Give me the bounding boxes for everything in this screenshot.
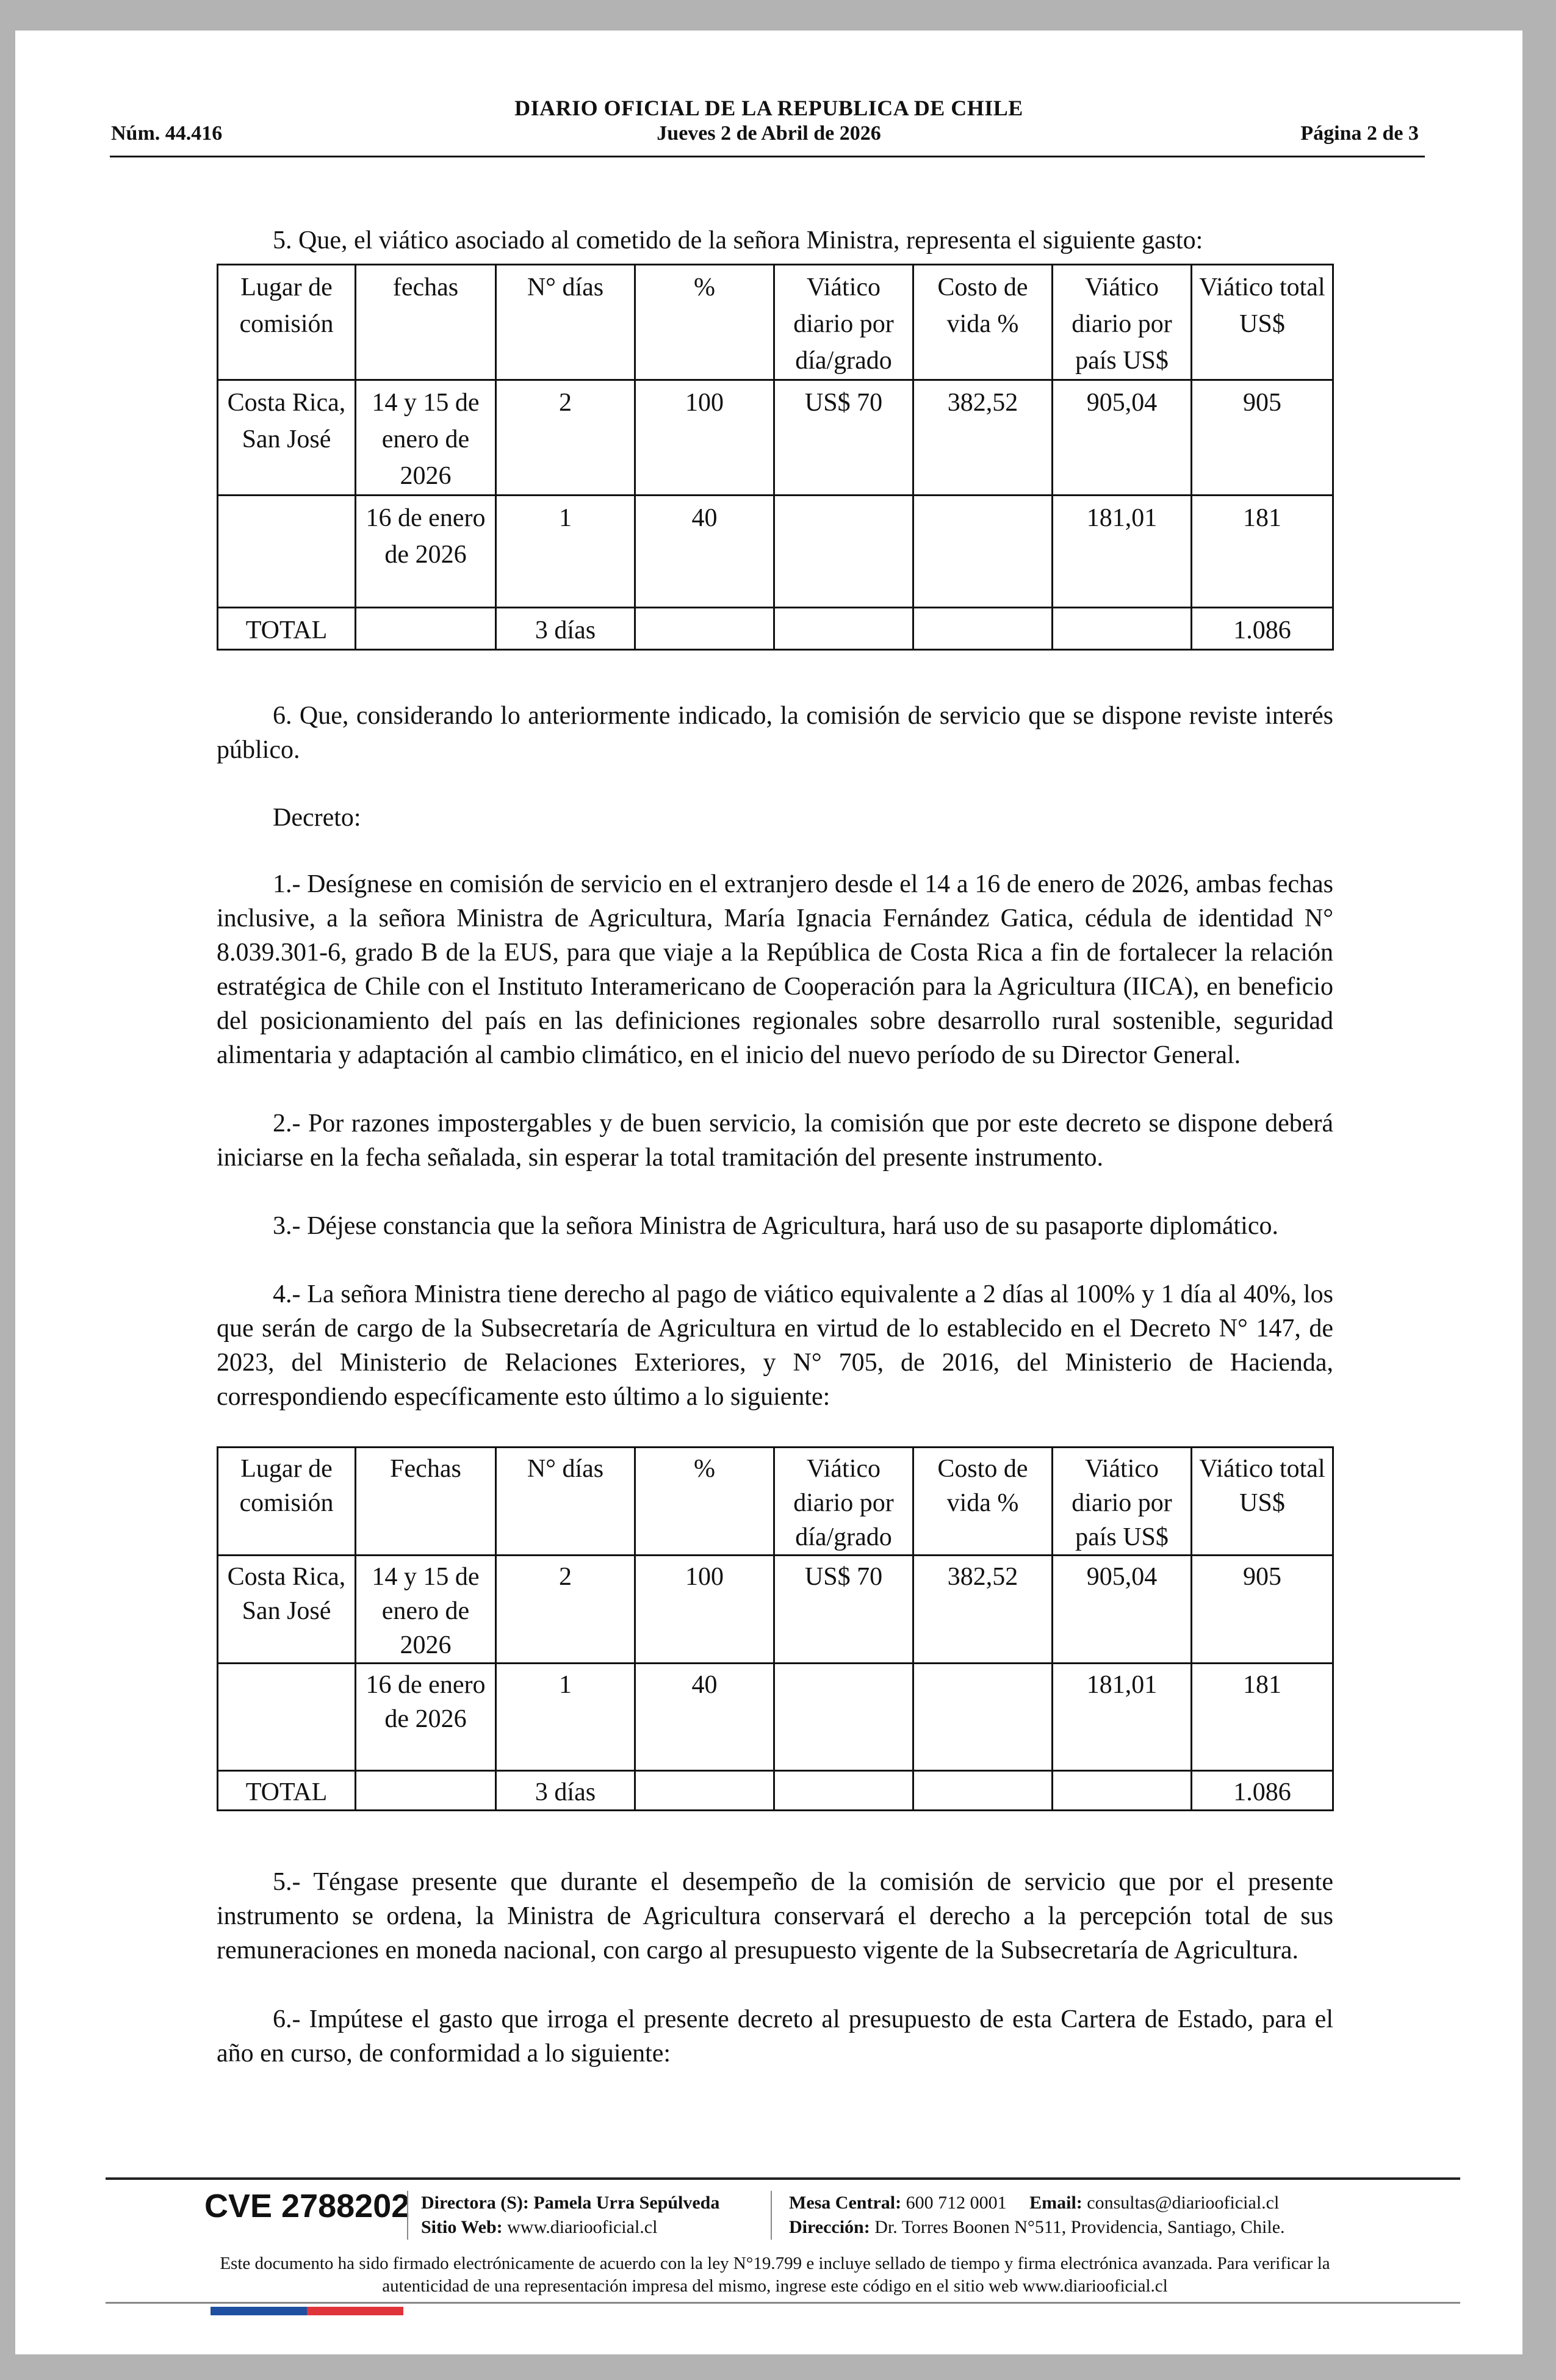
page-number: Página 2 de 3	[1300, 122, 1419, 145]
table-cell	[356, 1771, 496, 1811]
table-cell	[913, 608, 1053, 650]
table-cell	[774, 1771, 913, 1811]
table-row	[218, 1664, 1333, 1771]
table-header-cell: Viático total US$	[1192, 1448, 1333, 1556]
gazette-title: DIARIO OFICIAL DE LA REPUBLICA DE CHILE	[514, 96, 1023, 120]
table-header-cell: Lugar de comisión	[218, 265, 356, 380]
table-header-row	[218, 1448, 1333, 1556]
table-cell: 40	[635, 496, 774, 608]
issue-number: Núm. 44.416	[111, 122, 223, 145]
table-header-cell: Viático diario por día/grado	[774, 1448, 913, 1556]
table-row	[218, 380, 1333, 496]
table-cell: 16 de enero de 2026	[356, 1664, 496, 1771]
table-cell: 40	[635, 1664, 774, 1771]
table-cell	[1053, 1771, 1192, 1811]
article-2: 2.- Por razones impostergables y de buen servicio, la comisión que por este decreto se dispone deberá iniciarse en la fecha señalada, sin esperar la total tramitación del presente instrumento.	[217, 1109, 1333, 1172]
table-header-cell: fechas	[356, 265, 496, 380]
table-header-cell: Viático total US$	[1192, 265, 1333, 380]
email-link[interactable]: consultas@diariooficial.cl	[1087, 2193, 1280, 2213]
table-cell: 382,52	[913, 1556, 1053, 1664]
table-cell	[774, 608, 913, 650]
table-header-cell: Costo de vida %	[913, 1448, 1053, 1556]
article-6: 6.- Impútese el gasto que irroga el presente decreto al presupuesto de esta Cartera de Estado, para el año en curso, de conformidad a lo siguiente:	[217, 2005, 1333, 2068]
table-cell: 382,52	[913, 380, 1053, 496]
table-cell: 181	[1192, 496, 1333, 608]
table-cell	[635, 1771, 774, 1811]
web-link[interactable]: www.diariooficial.cl	[507, 2217, 658, 2237]
table-cell: 1	[496, 1664, 635, 1771]
web-label: Sitio Web:	[421, 2217, 503, 2237]
table-total-row	[218, 608, 1333, 650]
table-cell: 905	[1192, 380, 1333, 496]
table-cell	[218, 1664, 356, 1771]
table-cell	[635, 608, 774, 650]
table-header-cell: %	[635, 265, 774, 380]
table-cell: 16 de enero de 2026	[356, 496, 496, 608]
issue-date: Jueves 2 de Abril de 2026	[657, 122, 881, 145]
email-label: Email:	[1029, 2193, 1082, 2213]
table-header-cell: Fechas	[356, 1448, 496, 1556]
table-cell: US$ 70	[774, 380, 913, 496]
table-cell: 181	[1192, 1664, 1333, 1771]
table-header-cell: Viático diario por país US$	[1053, 1448, 1192, 1556]
document-page	[15, 31, 1522, 2354]
table-cell	[774, 1664, 913, 1771]
mesa-phone: 600 712 0001	[906, 2193, 1007, 2213]
table-cell: TOTAL	[218, 608, 356, 650]
cve-code: CVE 2788202	[204, 2188, 410, 2224]
table-header-cell: N° días	[496, 1448, 635, 1556]
table-cell: 905	[1192, 1556, 1333, 1664]
signature-notice: Este documento ha sido firmado electrónicamente de acuerdo con la ley N°19.799 e incluye sellado de tiempo y firma electrónica avanzada. Para verificar la autenticidad de una representación impresa del mismo, ingrese este código en el sitio web www.diariooficial.cl	[220, 2254, 1330, 2296]
table-cell: 14 y 15 de enero de 2026	[356, 380, 496, 496]
table-header-cell: %	[635, 1448, 774, 1556]
table-cell: 2	[496, 1556, 635, 1664]
table-cell: Costa Rica, San José	[218, 380, 356, 496]
flag-bar-red	[307, 2307, 403, 2315]
table-cell: US$ 70	[774, 1556, 913, 1664]
article-3: 3.- Déjese constancia que la señora Ministra de Agricultura, hará uso de su pasaporte diplomático.	[273, 1212, 1278, 1240]
table-cell: 100	[635, 1556, 774, 1664]
footer-bottom-divider	[106, 2302, 1460, 2304]
footer-separator	[407, 2191, 408, 2240]
table-header-cell: Viático diario por país US$	[1053, 265, 1192, 380]
direccion-value: Dr. Torres Boonen N°511, Providencia, Santiago, Chile.	[874, 2217, 1285, 2237]
directora-name: Pamela Urra Sepúlveda	[533, 2193, 720, 2213]
footer-contact-right	[789, 2191, 1285, 2240]
table-row	[218, 1556, 1333, 1664]
table-header-cell: N° días	[496, 265, 635, 380]
table-row	[218, 496, 1333, 608]
table-cell	[218, 496, 356, 608]
flag-bar-blue	[211, 2307, 307, 2315]
table-cell	[913, 1771, 1053, 1811]
table-cell: TOTAL	[218, 1771, 356, 1811]
table-cell: 2	[496, 380, 635, 496]
paragraph-6: 6. Que, considerando lo anteriormente indicado, la comisión de servicio que se dispone reviste interés público.	[217, 702, 1333, 764]
table-cell: 1.086	[1192, 608, 1333, 650]
table-cell: 905,04	[1053, 380, 1192, 496]
table-cell: Costa Rica, San José	[218, 1556, 356, 1664]
table-cell	[913, 1664, 1053, 1771]
direccion-label: Dirección:	[789, 2217, 870, 2237]
table-cell: 181,01	[1053, 496, 1192, 608]
footer-divider	[106, 2177, 1460, 2180]
mesa-label: Mesa Central:	[789, 2193, 902, 2213]
footer-separator	[771, 2191, 772, 2240]
table-cell: 1	[496, 496, 635, 608]
table-cell: 181,01	[1053, 1664, 1192, 1771]
viatico-table-2	[217, 1446, 1334, 1811]
article-1: 1.- Desígnese en comisión de servicio en el extranjero desde el 14 a 16 de enero de 2026, ambas fechas inclusive, a la señora Ministra de Agricultura, María Ignacia Fernández Gatica, cédula de identidad N° 8.039.301-6, grado B de la EUS, para que viaje a la República de Costa Rica a fin de fortalecer la relación estratégica de Chile con el Instituto Interamericano de Cooperación para la Agricultura (IICA), en beneficio del posicionamiento del país en las definiciones regionales sobre desarrollo rural sostenible, seguridad alimentaria y adaptación al cambio climático, en el inicio del nuevo período de su Director General.	[217, 870, 1333, 1069]
decreto-heading: Decreto:	[273, 804, 361, 832]
table-header-cell: Viático diario por día/grado	[774, 265, 913, 380]
table-cell	[1053, 608, 1192, 650]
table-cell: 1.086	[1192, 1771, 1333, 1811]
table-header-row	[218, 265, 1333, 380]
table-cell: 3 días	[496, 608, 635, 650]
paragraph-5: 5. Que, el viático asociado al cometido de la señora Ministra, representa el siguiente gasto:	[273, 226, 1203, 254]
article-5: 5.- Téngase presente que durante el desempeño de la comisión de servicio que por el presente instrumento se ordena, la Ministra de Agricultura conservará el derecho a la percepción total de sus remuneraciones en moneda nacional, con cargo al presupuesto vigente de la Subsecretaría de Agricultura.	[217, 1868, 1333, 1964]
table-total-row	[218, 1771, 1333, 1811]
table-cell: 100	[635, 380, 774, 496]
table-cell	[913, 496, 1053, 608]
table-cell	[356, 608, 496, 650]
table-cell: 3 días	[496, 1771, 635, 1811]
table-header-cell: Costo de vida %	[913, 265, 1053, 380]
table-cell: 905,04	[1053, 1556, 1192, 1664]
article-4: 4.- La señora Ministra tiene derecho al pago de viático equivalente a 2 días al 100% y 1 día al 40%, los que serán de cargo de la Subsecretaría de Agricultura en virtud de lo establecido en el Decreto N° 147, de 2023, del Ministerio de Relaciones Exteriores, y N° 705, de 2016, del Ministerio de Hacienda, correspondiendo específicamente esto último a lo siguiente:	[217, 1280, 1333, 1411]
footer-contact-left	[421, 2191, 719, 2240]
header-divider	[110, 156, 1425, 157]
table-cell	[774, 496, 913, 608]
table-header-cell: Lugar de comisión	[218, 1448, 356, 1556]
directora-label: Directora (S):	[421, 2193, 529, 2213]
table-cell: 14 y 15 de enero de 2026	[356, 1556, 496, 1664]
viatico-table-1	[217, 264, 1334, 651]
